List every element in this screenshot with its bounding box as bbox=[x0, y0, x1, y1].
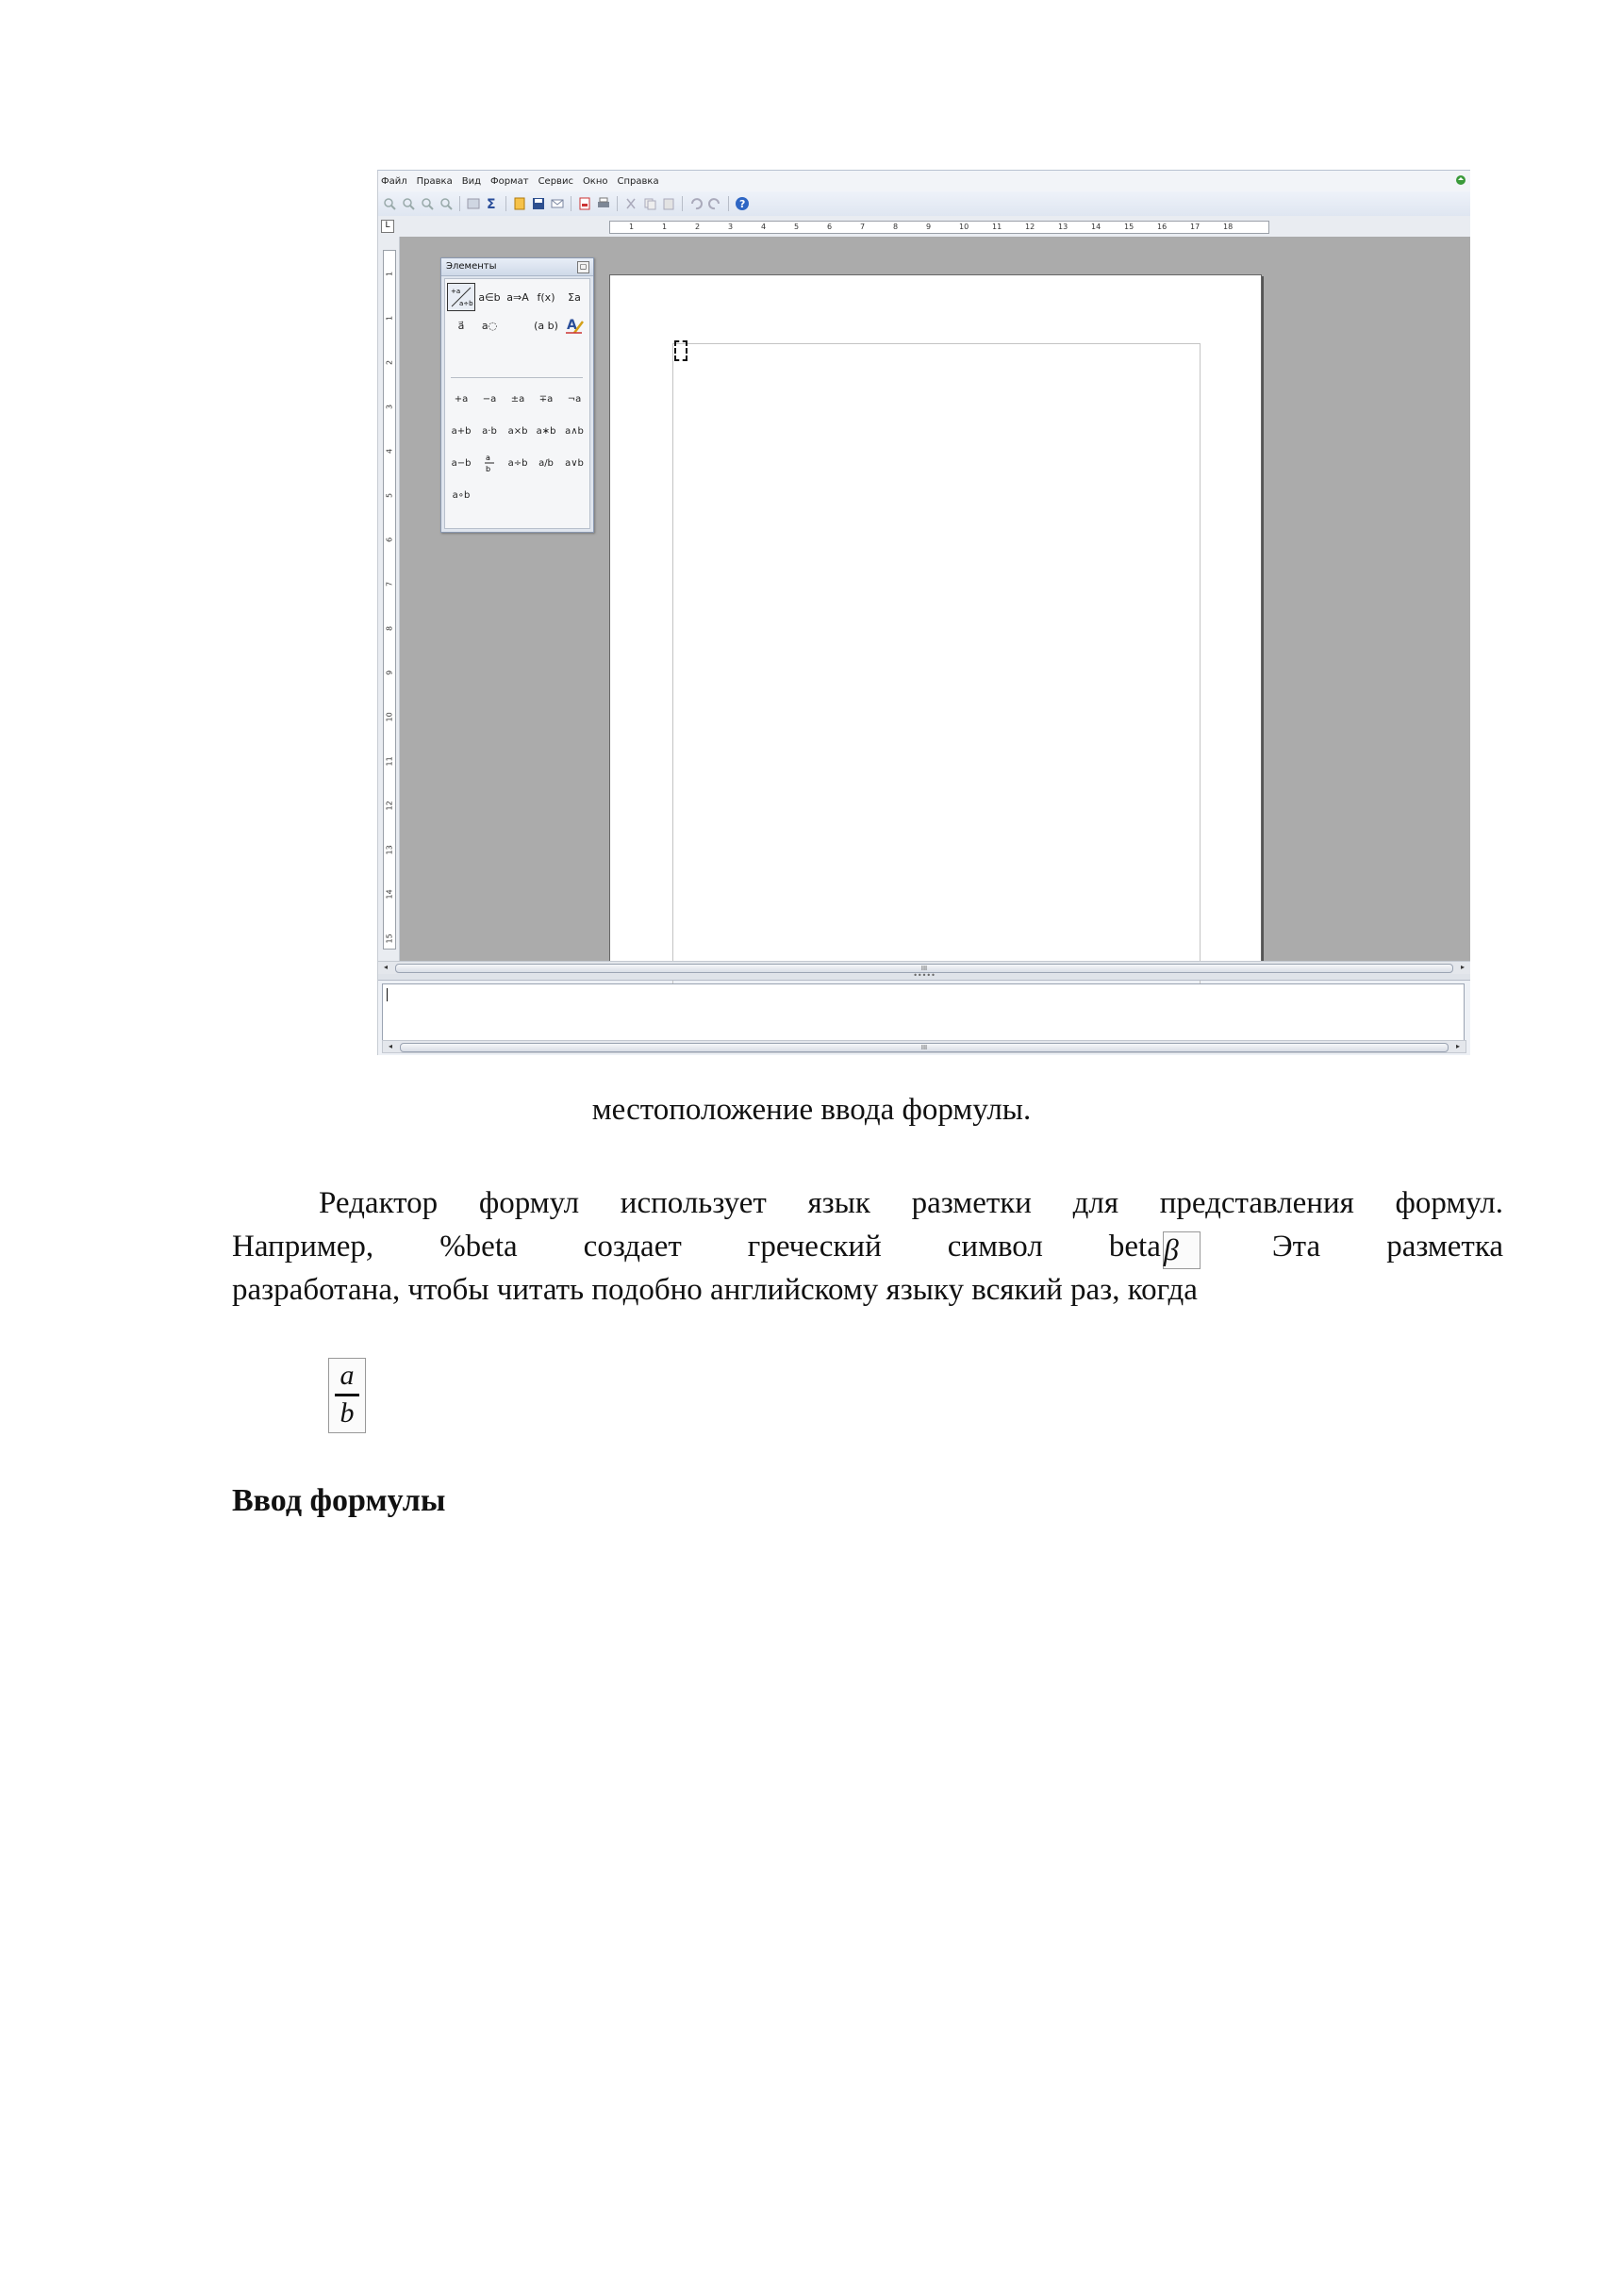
fraction-formula-image bbox=[328, 1358, 366, 1433]
ruler-tick-label: 12 bbox=[385, 801, 394, 811]
standard-toolbar bbox=[378, 191, 1470, 217]
section-heading: Ввод формулы bbox=[232, 1483, 446, 1518]
formula-command-input[interactable] bbox=[382, 983, 1465, 1042]
send-icon[interactable] bbox=[550, 196, 565, 211]
paragraph-line: Редактор формул использует язык разметки для представления формул. bbox=[319, 1186, 1503, 1220]
svg-text:+a: +a bbox=[451, 288, 461, 295]
ruler-tick-label: 9 bbox=[926, 223, 932, 231]
close-icon[interactable]: ▢ bbox=[577, 261, 589, 273]
horizontal-ruler-row bbox=[378, 216, 1470, 238]
save-icon[interactable] bbox=[531, 196, 546, 211]
formula-workspace bbox=[400, 237, 1470, 961]
paragraph-line bbox=[232, 1226, 1503, 1269]
paragraph-word: Эта bbox=[1271, 1230, 1321, 1264]
ruler-tick-label: 1 bbox=[662, 223, 668, 231]
scroll-left-icon[interactable]: ◂ bbox=[383, 963, 388, 971]
splitter-grip-icon: ••••• bbox=[913, 971, 936, 980]
ruler-tick-label: 11 bbox=[992, 223, 1002, 231]
paragraph-word: beta bbox=[1108, 1230, 1161, 1264]
ruler-tick-label: 2 bbox=[385, 359, 394, 366]
slash-division-button[interactable]: a/b bbox=[538, 457, 554, 469]
sigma-icon[interactable] bbox=[485, 196, 500, 211]
attributes-icon[interactable]: a⃗ bbox=[457, 319, 465, 332]
horizontal-ruler[interactable] bbox=[609, 221, 1269, 234]
menu-file[interactable]: Файл bbox=[381, 175, 407, 187]
elements-panel-title: Элементы bbox=[446, 261, 497, 272]
menu-tools[interactable]: Сервис bbox=[538, 175, 573, 187]
elements-panel-titlebar[interactable] bbox=[441, 258, 593, 276]
elements-divider bbox=[451, 377, 583, 378]
ruler-tick-label: 3 bbox=[728, 223, 734, 231]
command-horizontal-scrollbar[interactable] bbox=[382, 1040, 1466, 1053]
zoom-out-icon[interactable] bbox=[401, 196, 416, 211]
ruler-tick-label: 17 bbox=[1190, 223, 1201, 231]
print-icon[interactable] bbox=[596, 196, 611, 211]
multiplication-cross-button[interactable]: a×b bbox=[507, 425, 528, 437]
others-icon[interactable]: a◌ bbox=[481, 319, 498, 332]
ruler-tick-label: 5 bbox=[385, 492, 394, 499]
svg-text:a÷b: a÷b bbox=[459, 300, 473, 307]
ruler-tick-label: 13 bbox=[385, 845, 394, 855]
update-formula-icon[interactable] bbox=[466, 196, 481, 211]
redo-icon[interactable] bbox=[707, 196, 722, 211]
paragraph-word: разметка bbox=[1386, 1230, 1504, 1264]
boolean-and-button[interactable]: a∧b bbox=[565, 425, 584, 437]
ruler-tick-label: 8 bbox=[893, 223, 899, 231]
menu-view[interactable]: Вид bbox=[461, 175, 481, 187]
ruler-tick-label: 3 bbox=[385, 404, 394, 410]
svg-text:A: A bbox=[567, 318, 577, 333]
show-all-icon[interactable] bbox=[439, 196, 454, 211]
unary-minus-button[interactable]: −a bbox=[482, 393, 497, 405]
pane-splitter[interactable] bbox=[378, 971, 1470, 981]
fraction-bar bbox=[335, 1394, 359, 1396]
menu-edit[interactable]: Правка bbox=[416, 175, 453, 187]
relations-icon[interactable]: a∈b bbox=[478, 290, 501, 304]
ruler-tick-label: 13 bbox=[1058, 223, 1068, 231]
toolbar-separator bbox=[505, 196, 506, 211]
addition-button[interactable]: a+b bbox=[451, 425, 472, 437]
unary-plus-button[interactable]: +a bbox=[454, 393, 469, 405]
zoom-100-icon[interactable] bbox=[420, 196, 435, 211]
ruler-tick-label: 1 bbox=[629, 223, 635, 231]
text-caret bbox=[387, 988, 388, 1001]
elements-panel bbox=[440, 257, 594, 533]
svg-text:?: ? bbox=[739, 198, 746, 210]
ruler-tick-label: 8 bbox=[385, 625, 394, 632]
ruler-tick-label: 14 bbox=[1091, 223, 1101, 231]
elements-panel-body bbox=[444, 278, 590, 529]
toolbar-separator bbox=[682, 196, 683, 211]
ruler-tick-label: 10 bbox=[959, 223, 969, 231]
ruler-tick-label: 15 bbox=[385, 933, 394, 944]
elements-categories bbox=[447, 283, 588, 339]
scroll-left-icon[interactable]: ◂ bbox=[388, 1042, 392, 1050]
paragraph-word: создает bbox=[583, 1230, 682, 1264]
ruler-tick-label: 2 bbox=[695, 223, 701, 231]
paste-icon[interactable] bbox=[661, 196, 676, 211]
multiplication-dot-button[interactable]: a·b bbox=[482, 425, 497, 437]
menu-window[interactable]: Окно bbox=[582, 175, 608, 187]
functions-icon[interactable]: f(x) bbox=[537, 290, 555, 304]
paragraph-word: %beta bbox=[439, 1230, 518, 1264]
ruler-tick-label: 1 bbox=[385, 315, 394, 322]
tab-stop-selector[interactable]: L bbox=[381, 220, 394, 233]
paragraph-word-with-symbol bbox=[1109, 1230, 1206, 1264]
elements-operators bbox=[447, 385, 588, 509]
ruler-tick-label: 11 bbox=[385, 756, 394, 767]
minus-plus-button[interactable]: ∓a bbox=[538, 393, 554, 405]
boolean-not-button[interactable]: ¬a bbox=[567, 393, 582, 405]
ruler-tick-label: 18 bbox=[1223, 223, 1234, 231]
math-editor-screenshot bbox=[377, 170, 1470, 1055]
ruler-tick-label: 4 bbox=[385, 448, 394, 454]
plus-minus-button[interactable]: ±a bbox=[510, 393, 525, 405]
vertical-ruler-scale[interactable] bbox=[383, 250, 396, 950]
ruler-tick-label: 15 bbox=[1124, 223, 1134, 231]
brackets-icon[interactable]: (a b) bbox=[534, 319, 558, 332]
svg-text:Σ: Σ bbox=[487, 197, 496, 211]
empty-cell bbox=[504, 311, 532, 339]
ruler-tick-label: 5 bbox=[794, 223, 800, 231]
multiplication-star-button[interactable]: a∗b bbox=[536, 425, 556, 437]
scroll-right-icon[interactable]: ▸ bbox=[1455, 1042, 1460, 1050]
toolbar-separator bbox=[617, 196, 618, 211]
figure-caption: местоположение ввода формулы. bbox=[591, 1093, 1032, 1127]
export-pdf-icon[interactable] bbox=[577, 196, 592, 211]
scroll-right-icon[interactable]: ▸ bbox=[1460, 963, 1465, 971]
new-document-icon[interactable] bbox=[512, 196, 527, 211]
subtraction-button[interactable]: a−b bbox=[451, 457, 472, 469]
undo-icon[interactable] bbox=[688, 196, 704, 211]
operators-icon[interactable]: Σa bbox=[568, 290, 581, 304]
ruler-tick-label: 12 bbox=[1025, 223, 1035, 231]
menu-format[interactable]: Формат bbox=[489, 175, 529, 187]
update-icon[interactable] bbox=[1455, 174, 1466, 186]
beta-symbol-image: β bbox=[1163, 1231, 1201, 1269]
formats-icon[interactable] bbox=[560, 311, 588, 339]
fraction-button[interactable] bbox=[475, 449, 504, 477]
ruler-tick-label: 9 bbox=[385, 669, 394, 676]
menu-help[interactable]: Справка bbox=[617, 175, 659, 187]
fraction-denominator: b bbox=[340, 1397, 355, 1429]
paragraph-word: символ bbox=[947, 1230, 1043, 1264]
formula-page[interactable] bbox=[609, 274, 1262, 974]
ruler-tick-label: 14 bbox=[385, 889, 394, 900]
toolbar-separator bbox=[728, 196, 729, 211]
formula-cursor bbox=[674, 340, 687, 361]
svg-text:b: b bbox=[486, 465, 491, 473]
body-paragraph bbox=[232, 1182, 1503, 1313]
scroll-thumb[interactable]: III bbox=[400, 1043, 1449, 1052]
page-margin-frame bbox=[672, 343, 1201, 986]
ruler-tick-label: 16 bbox=[1157, 223, 1168, 231]
set-operations-icon[interactable]: a⇒A bbox=[506, 290, 529, 304]
copy-icon[interactable] bbox=[642, 196, 657, 211]
vertical-ruler bbox=[378, 237, 400, 961]
fraction-numerator: a bbox=[340, 1360, 355, 1391]
svg-text:a: a bbox=[486, 454, 490, 462]
paragraph-word: греческий bbox=[747, 1230, 882, 1264]
division-button[interactable]: a÷b bbox=[507, 457, 528, 469]
scroll-thumb[interactable]: III bbox=[395, 964, 1453, 973]
ruler-tick-label: 1 bbox=[385, 271, 394, 277]
paragraph-word: Например, bbox=[232, 1230, 374, 1264]
boolean-or-button[interactable]: a∨b bbox=[565, 457, 584, 469]
ruler-tick-label: 6 bbox=[827, 223, 833, 231]
ruler-tick-label: 10 bbox=[385, 712, 394, 722]
zoom-in-icon[interactable] bbox=[382, 196, 397, 211]
concatenate-button[interactable]: a∘b bbox=[452, 489, 471, 501]
ruler-tick-label: 6 bbox=[385, 537, 394, 543]
ruler-tick-label: 4 bbox=[761, 223, 767, 231]
ruler-tick-label: 7 bbox=[860, 223, 866, 231]
unary-binary-operators-icon[interactable] bbox=[447, 283, 475, 311]
ruler-tick-label: 7 bbox=[385, 581, 394, 587]
toolbar-separator bbox=[459, 196, 460, 211]
cut-icon[interactable] bbox=[623, 196, 638, 211]
help-icon[interactable] bbox=[735, 196, 750, 211]
menu-bar bbox=[378, 171, 1470, 191]
paragraph-line: разработана, чтобы читать подобно английскому языку всякий раз, когда bbox=[232, 1273, 1198, 1307]
